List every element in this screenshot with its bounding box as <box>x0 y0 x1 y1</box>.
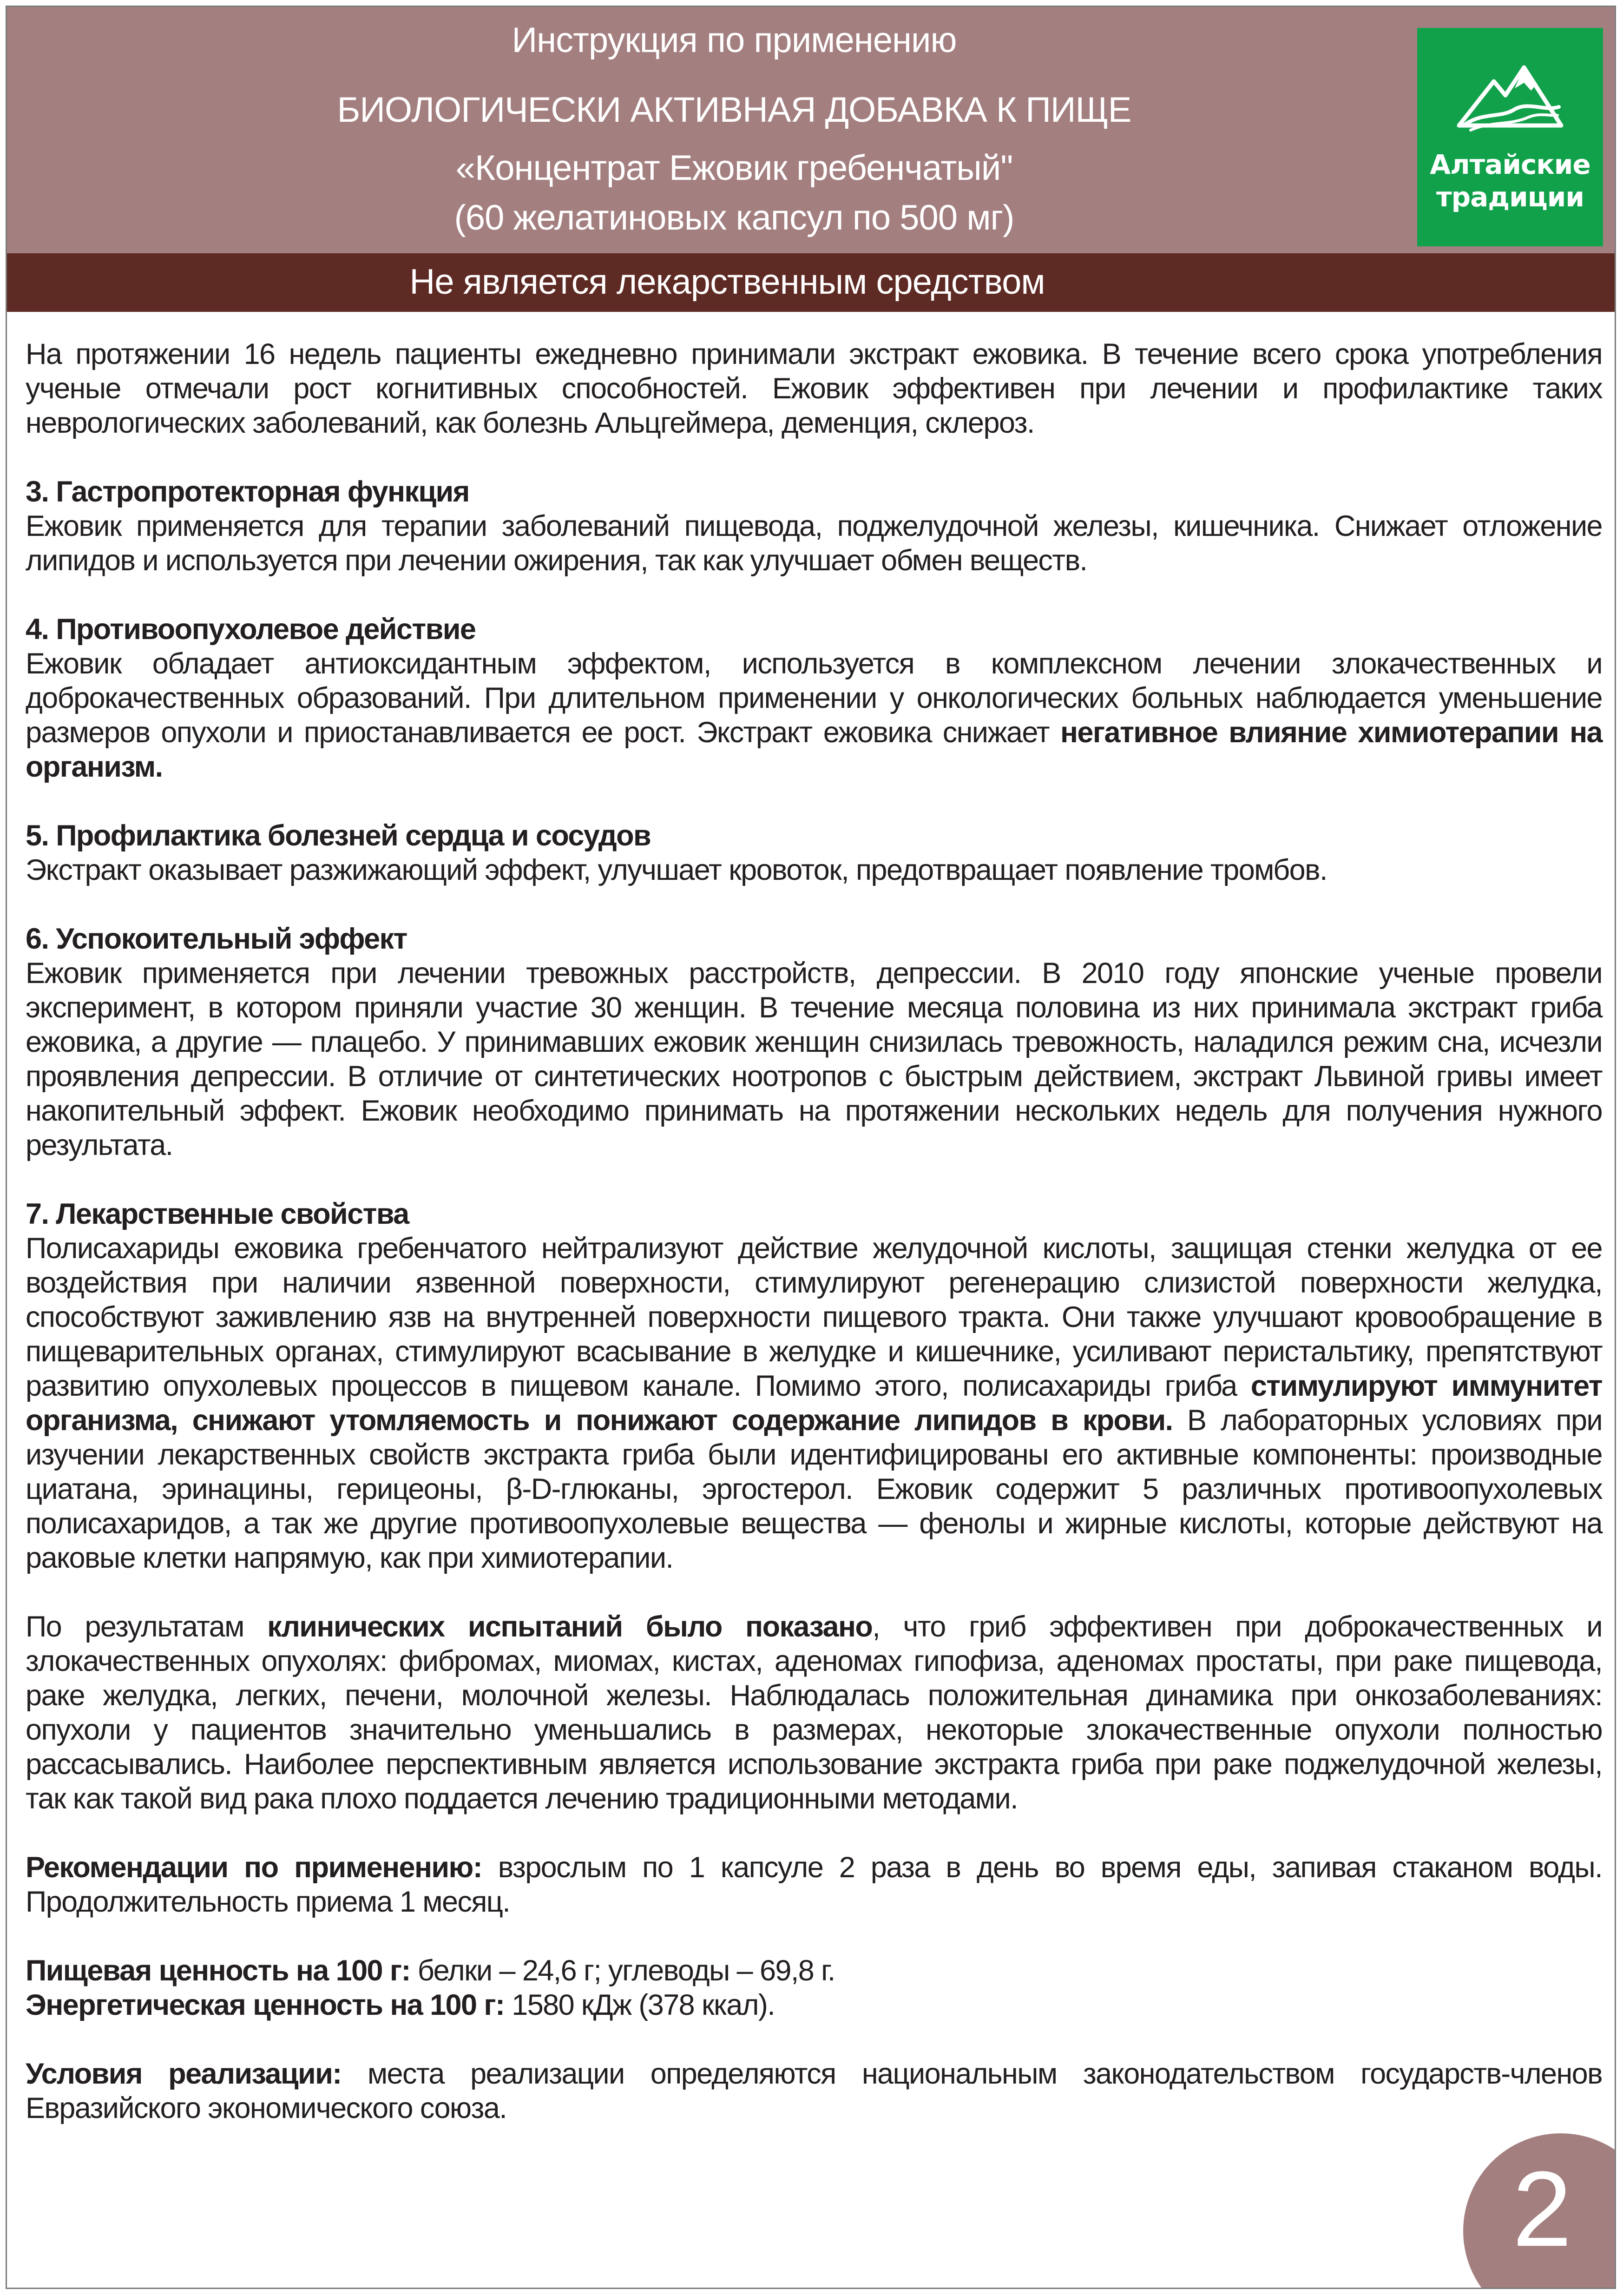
energy-label: Энергетическая ценность на 100 г: <box>26 1989 505 2021</box>
document-page <box>6 6 1616 2289</box>
sale-conditions-block <box>26 2057 1602 2125</box>
section-gastroprotective <box>26 475 1602 578</box>
header-banner <box>7 7 1616 253</box>
instruction-body <box>26 337 1602 2125</box>
brand-name-line1: Алтайские <box>1430 149 1590 180</box>
page-number: 2 <box>1512 2149 1572 2269</box>
clinical-text-regular: По результатам <box>26 1610 268 1643</box>
section-text-regular: Ежовик обладает антиоксидантным эффектом, используется в комплексном лечении злокачественных и доброкачественных образований. При длительном применении у онкологических больных наблюдается уменьшение размеров опухоли и приостанавливается ее рост. Экстракт ежовика снижает <box>26 647 1602 749</box>
product-category: БИОЛОГИЧЕСКИ АКТИВНАЯ ДОБАВКА К ПИЩЕ <box>337 90 1131 130</box>
page-number-badge <box>1463 2133 1616 2289</box>
sale-conditions-label: Условия реализации: <box>26 2058 342 2090</box>
section-heading: 5. Профилактика болезней сердца и сосудов <box>26 819 651 852</box>
sale-conditions-text: места реализации определяются национальным законодательством государств-членов Евразийского экономического союза. <box>26 2058 1602 2124</box>
nutrition-text: белки – 24,6 г; углеводы – 69,8 г. <box>410 1954 835 1987</box>
intro-paragraph: На протяжении 16 недель пациенты ежедневно принимали экстракт ежовика. В течение всего срока употребления ученые отмечали рост когнитивных способностей. Ежовик эффективен при лечении и профилактике таких неврологических заболеваний, как болезнь Альцгеймера, деменция, склероз. <box>26 338 1602 439</box>
clinical-paragraph <box>26 1610 1602 1816</box>
disclaimer-bar <box>7 253 1616 312</box>
section-antitumor <box>26 612 1602 784</box>
mountain-icon <box>1454 56 1566 139</box>
section-medicinal <box>26 1197 1602 1575</box>
section-text: Экстракт оказывает разжижающий эффект, улучшает кровоток, предотвращает появление тромбов. <box>26 854 1327 886</box>
clinical-results-block <box>26 1610 1602 1816</box>
section-calming <box>26 922 1602 1162</box>
section-text-regular: В лабораторных условиях при изучении лекарственных свойств экстракта гриба были идентифицированы его активные компоненты: производные циатана, эринацины, герицеоны, β-D-глюканы, эргостерол. Ежовик содержит 5 различных противоопухолевых полисахаридов, а так же другие противоопухолевые вещества — фенолы и жирные кислоты, которые действуют на раковые клетки напрямую, как при химиотерапии. <box>26 1404 1602 1574</box>
section-text <box>26 647 1602 784</box>
section-text-bold: стимулируют иммунитет организма, снижают утомляемость и понижают содержание липидов в крови. <box>26 1370 1602 1437</box>
section-text-bold: негативное влияние химиотерапии на организм. <box>26 716 1602 783</box>
recommendations-block <box>26 1850 1602 1919</box>
recommendations-text: взрослым по 1 капсуле 2 раза в день во время еды, запивая стаканом воды. Продолжительность приема 1 месяц. <box>26 1851 1602 1918</box>
document-type-title: Инструкция по применению <box>512 20 957 60</box>
recommendations-label: Рекомендации по применению: <box>26 1851 482 1884</box>
recommendations-paragraph <box>26 1850 1602 1919</box>
clinical-text-bold: клинических испытаний было показано <box>267 1610 873 1643</box>
section-cardio <box>26 818 1602 887</box>
energy-text: 1580 кДж (378 ккал). <box>504 1989 775 2021</box>
brand-logo <box>1417 28 1603 246</box>
product-name: «Концентрат Ежовик гребенчатый" <box>455 148 1013 188</box>
energy-line <box>26 1988 1602 2022</box>
section-heading: 6. Успокоительный эффект <box>26 923 407 955</box>
section-text-regular: Полисахариды ежовика гребенчатого нейтрализуют действие желудочной кислоты, защищая стенки желудка от ее воздействия при наличии язвенной поверхности, стимулируют регенерацию слизистой поверхности желудка, способствуют заживлению язв на внутренней поверхности пищевого тракта. Они также улучшают кровообращение в пищеварительных органах, стимулируют всасывание в желудке и кишечнике, усиливают перистальтику, препятствуют развитию опухолевых процессов в пищевом канале. Помимо этого, полисахариды гриба <box>26 1232 1602 1402</box>
section-heading: 4. Противоопухолевое действие <box>26 613 476 646</box>
disclaimer-text: Не является лекарственным средством <box>409 262 1045 302</box>
section-text <box>26 1231 1602 1575</box>
section-text: Ежовик применяется при лечении тревожных расстройств, депрессии. В 2010 году японские ученые провели эксперимент, в котором приняли участие 30 женщин. В течение месяца половина из них принимала экстракт гриба ежовика, а другие — плацебо. У принимавших ежовик женщин снизилась тревожность, наладился режим сна, исчезли проявления депрессии. В отличие от синтетических ноотропов с быстрым действием, экстракт Львиной гривы имеет накопительный эффект. Ежовик необходимо принимать на протяжении нескольких недель для получения нужного результата. <box>26 957 1602 1161</box>
section-heading: 7. Лекарственные свойства <box>26 1198 409 1230</box>
nutrition-line <box>26 1953 1602 1988</box>
nutrition-label: Пищевая ценность на 100 г: <box>26 1954 410 1987</box>
sale-conditions-paragraph <box>26 2057 1602 2125</box>
brand-name-line2: традиции <box>1436 181 1584 213</box>
values-block <box>26 1953 1602 2022</box>
clinical-text-regular: , что гриб эффективен при доброкачественных и злокачественных опухолях: фибромах, миомах, кистах, аденомах гипофиза, аденомах простаты, при раке пищевода, раке желудка, легких, печени, молочной железы. Наблюдалась положительная динамика при онкозаболеваниях: опухоли у пациентов значительно уменьшались в размерах, некоторые злокачественные опухоли полностью рассасывались. Наиболее перспективным является использование экстракта гриба при раке поджелудочной железы, так как такой вид рака плохо поддается лечению традиционными методами. <box>26 1610 1602 1815</box>
product-packaging: (60 желатиновых капсул по 500 мг) <box>454 198 1014 238</box>
section-heading: 3. Гастропротекторная функция <box>26 475 469 508</box>
section-text: Ежовик применяется для терапии заболеваний пищевода, поджелудочной железы, кишечника. Снижает отложение липидов и используется при лечении ожирения, так как улучшает обмен веществ. <box>26 510 1602 577</box>
intro-block <box>26 337 1602 440</box>
